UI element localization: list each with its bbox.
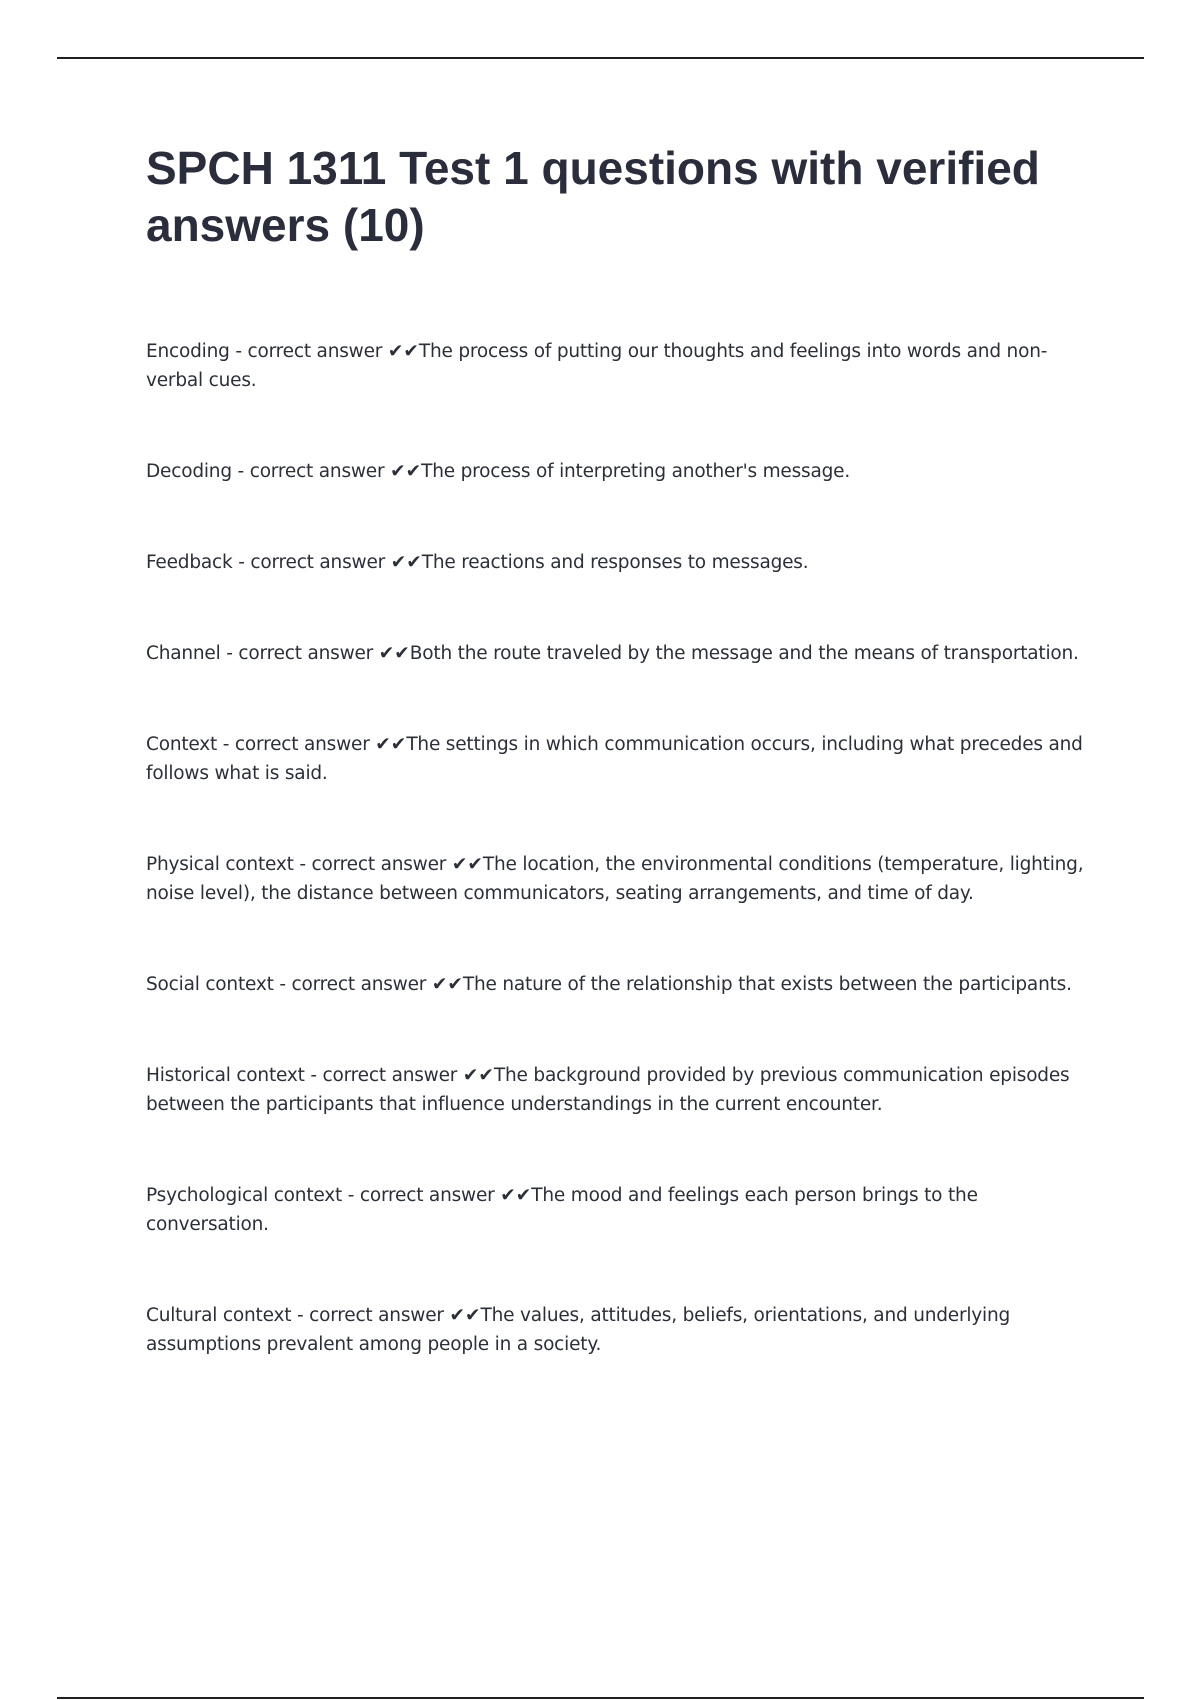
definition: The location, the environmental conditions (temperature, lighting, noise level), the distance between communicators, seating arrangements, and time of day. — [146, 854, 1084, 904]
term: Physical context — [146, 854, 294, 875]
separator: - — [291, 1305, 310, 1326]
answer-label: correct answer — [311, 854, 447, 875]
answer-label: correct answer — [291, 974, 427, 995]
definition: Both the route traveled by the message and the means of transportation. — [409, 643, 1079, 664]
document-title: SPCH 1311 Test 1 questions with verified answers (10) — [146, 142, 1040, 251]
check-marks-icon: ✔✔ — [449, 1305, 481, 1326]
answer-label: correct answer — [238, 643, 374, 664]
term: Context — [146, 734, 218, 755]
separator: - — [217, 734, 235, 755]
separator: - — [293, 854, 312, 875]
qa-item — [146, 548, 1096, 577]
answer-label: correct answer — [309, 1305, 444, 1326]
check-marks-icon: ✔✔ — [500, 1185, 532, 1206]
check-marks-icon: ✔✔ — [462, 1065, 494, 1086]
qa-item — [146, 639, 1096, 668]
qa-item — [146, 1181, 1096, 1239]
check-marks-icon: ✔✔ — [431, 974, 463, 995]
qa-item — [146, 1061, 1096, 1119]
separator: - — [342, 1185, 360, 1206]
check-marks-icon: ✔✔ — [387, 341, 419, 362]
term: Cultural context — [146, 1305, 292, 1326]
qa-item — [146, 1301, 1096, 1359]
check-marks-icon: ✔✔ — [390, 461, 422, 482]
answer-label: correct answer — [359, 1185, 495, 1206]
separator: - — [229, 341, 248, 362]
qa-item — [146, 730, 1096, 788]
definition: The mood and feelings each person brings to the conversation. — [146, 1185, 978, 1235]
document-body — [146, 140, 1096, 1421]
definition: The nature of the relationship that exists between the participants. — [462, 974, 1072, 995]
definition: The process of putting our thoughts and feelings into words and non-verbal cues. — [146, 341, 1048, 391]
definition: The background provided by previous communication episodes between the participants that influence understandings in the current encounter. — [146, 1065, 1070, 1115]
check-marks-icon: ✔✔ — [390, 552, 422, 573]
separator: - — [220, 643, 239, 664]
definition: The process of interpreting another's message. — [421, 461, 851, 482]
check-marks-icon: ✔✔ — [378, 643, 410, 664]
answer-label: correct answer — [247, 341, 383, 362]
qa-list — [146, 337, 1096, 1359]
answer-label: correct answer — [322, 1065, 458, 1086]
qa-item — [146, 850, 1096, 908]
bottom-rule — [57, 1697, 1144, 1699]
check-marks-icon: ✔✔ — [451, 854, 483, 875]
separator: - — [273, 974, 292, 995]
term: Psychological context — [146, 1185, 343, 1206]
qa-item — [146, 457, 1096, 486]
separator: - — [304, 1065, 323, 1086]
answer-label: correct answer — [249, 461, 385, 482]
separator: - — [232, 552, 251, 573]
definition: The values, attitudes, beliefs, orientations, and underlying assumptions prevalent among people in a society. — [146, 1305, 1011, 1355]
qa-item — [146, 970, 1096, 999]
answer-label: correct answer — [250, 552, 386, 573]
term: Decoding — [146, 461, 232, 482]
separator: - — [231, 461, 250, 482]
term: Historical context — [146, 1065, 305, 1086]
answer-label: correct answer — [234, 734, 370, 755]
definition: The reactions and responses to messages. — [421, 552, 809, 573]
definition: The settings in which communication occurs, including what precedes and follows what is said. — [146, 734, 1083, 784]
top-rule — [57, 57, 1144, 59]
term: Feedback — [146, 552, 233, 573]
term: Channel — [146, 643, 221, 664]
check-marks-icon: ✔✔ — [375, 734, 407, 755]
term: Encoding — [146, 341, 230, 362]
qa-item — [146, 337, 1096, 395]
term: Social context — [146, 974, 274, 995]
